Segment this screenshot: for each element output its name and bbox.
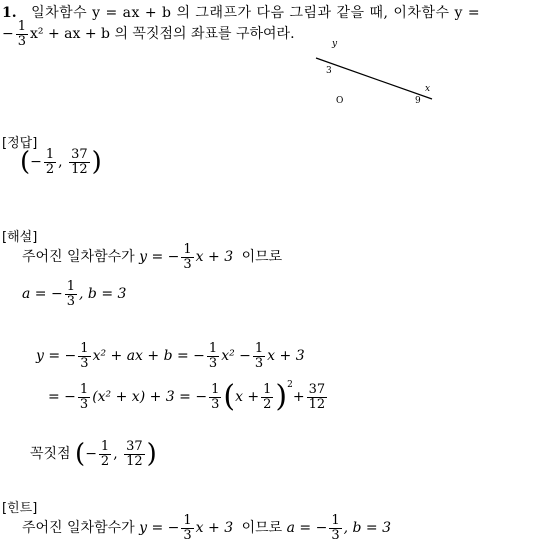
explanation-line-2	[22, 280, 126, 308]
fraction	[181, 514, 193, 542]
fraction-denominator: 3	[208, 355, 218, 371]
fraction-denominator: 3	[254, 355, 264, 371]
explanation-header: [해설]	[2, 230, 38, 245]
problem-minus: −	[2, 26, 14, 43]
vertex-line	[30, 440, 157, 468]
x-intercept-label: 9	[415, 96, 421, 106]
fraction-denominator: 3	[80, 355, 89, 371]
answer-header: [정답]	[2, 136, 38, 151]
problem-line-2	[2, 20, 295, 48]
math-expression: +	[292, 389, 305, 405]
answer-y-fraction	[69, 148, 90, 176]
fraction-numerator: 1	[331, 513, 340, 528]
fraction	[78, 383, 90, 411]
math-expression: , b = 3	[343, 520, 391, 537]
fraction-denominator: 12	[308, 396, 326, 412]
equation-line-1	[36, 342, 305, 370]
explanation-text: 주어진 일차함수가	[22, 249, 135, 266]
explanation-text: 이므로	[241, 249, 283, 266]
fraction-numerator: 1	[211, 381, 220, 397]
fraction-denominator: 12	[126, 453, 143, 469]
y-intercept-label: 3	[326, 66, 332, 76]
exponent: 2	[287, 380, 293, 390]
origin-label: O	[336, 96, 344, 106]
fraction	[253, 342, 265, 370]
math-expression: x + 3	[195, 249, 234, 266]
fraction	[261, 383, 273, 411]
math-expression: y = −	[139, 249, 180, 266]
problem-number: 1.	[2, 5, 17, 21]
math-expression: y = −	[139, 520, 180, 537]
hint-text: 이므로	[241, 520, 283, 537]
fraction-numerator: 1	[17, 19, 27, 34]
graph-line	[316, 58, 432, 99]
fraction-numerator: 1	[80, 341, 89, 356]
hint-header: [힌트]	[2, 501, 38, 516]
explanation-line-1	[22, 243, 282, 271]
fraction-numerator: 1	[66, 279, 75, 294]
right-paren: )	[275, 379, 288, 414]
fraction-denominator: 3	[183, 256, 192, 272]
answer-value: (− $\frac{1}{2}$ , $\frac{37}{12}$ )	[20, 147, 102, 178]
fraction	[329, 514, 341, 542]
fraction-numerator: 1	[263, 381, 272, 397]
right-paren: )	[91, 147, 102, 178]
fraction	[307, 383, 328, 411]
fraction-numerator: 1	[100, 439, 110, 454]
problem-line-1	[2, 2, 480, 22]
vertex-label: 꼭짓점	[30, 446, 71, 463]
fraction-denominator: 3	[66, 293, 75, 309]
fraction-denominator: 12	[71, 161, 88, 177]
hint-text: 주어진 일차함수가	[22, 520, 135, 537]
fraction-numerator: 1	[208, 341, 218, 356]
line-graph-figure	[312, 36, 438, 108]
fraction	[207, 342, 219, 370]
x-axis-label: x	[425, 84, 431, 94]
fraction-denominator: 3	[79, 396, 89, 412]
fraction-numerator: 37	[71, 147, 88, 162]
answer-x-fraction	[44, 148, 56, 176]
fraction	[181, 243, 193, 271]
left-paren: (	[223, 379, 236, 414]
math-expression: a = −	[22, 286, 63, 303]
fraction	[78, 342, 90, 370]
math-expression: = −	[48, 389, 76, 405]
answer-x-sign: −	[30, 154, 42, 171]
y-axis-label: y	[332, 39, 338, 49]
fraction-numerator: 1	[45, 147, 55, 162]
math-expression: −	[85, 446, 97, 463]
fraction-denominator: 3	[183, 527, 192, 543]
math-expression: y = −	[36, 348, 77, 365]
fraction-denominator: 3	[211, 396, 220, 412]
fraction	[99, 440, 111, 468]
math-expression: x +	[235, 389, 260, 405]
math-expression: x² −	[221, 348, 251, 365]
math-expression: x + 3	[267, 348, 305, 365]
equation-line-2	[48, 380, 329, 412]
fraction-numerator: 1	[254, 341, 264, 356]
math-expression: (x² + x) + 3 = −	[92, 389, 208, 405]
fraction-denominator: 3	[17, 33, 27, 49]
math-expression: , b = 3	[79, 286, 127, 303]
fraction-numerator: 1	[183, 513, 192, 528]
fraction-denominator: 3	[331, 527, 340, 543]
fraction-numerator: 37	[126, 439, 143, 454]
right-paren: )	[146, 439, 157, 470]
math-expression: x + 3	[195, 520, 234, 537]
fraction	[209, 383, 221, 411]
math-expression: a = −	[286, 520, 328, 537]
fraction	[124, 440, 145, 468]
fraction-numerator: 1	[183, 242, 192, 257]
problem-text-1: 일차함수 y = ax + b 의 그래프가 다음 그림과 같을 때, 이차함수 y =	[31, 5, 481, 21]
vertex-value: (− $\frac{1}{2}$ , $\frac{37}{12}$ )	[75, 439, 157, 470]
fraction-denominator: 2	[100, 453, 110, 469]
left-paren: (	[20, 147, 31, 178]
math-expression: x² + ax + b = −	[92, 348, 205, 365]
fraction-numerator: 1	[79, 381, 89, 397]
fraction-numerator: 37	[308, 381, 326, 397]
fraction-denominator: 2	[263, 396, 272, 412]
problem-text-2: x² + ax + b 의 꼭짓점의 좌표를 구하여라.	[30, 26, 295, 43]
fraction-denominator: 2	[45, 161, 55, 177]
hint-line	[22, 514, 391, 542]
left-paren: (	[75, 439, 86, 470]
fraction	[65, 280, 77, 308]
problem-fraction	[16, 20, 28, 48]
